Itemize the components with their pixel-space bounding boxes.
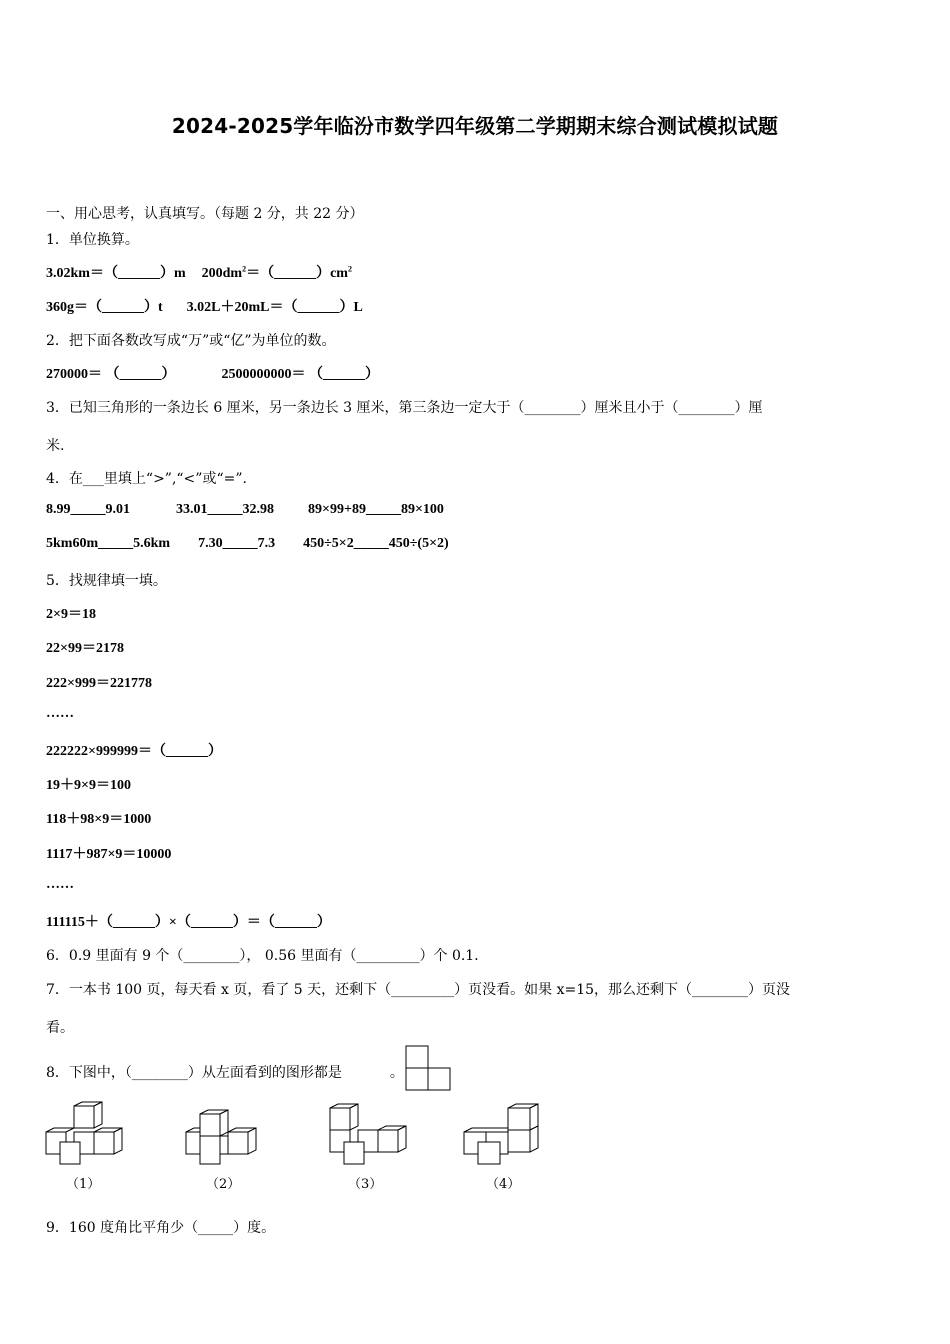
q5-line: 22×99＝2178 (46, 641, 124, 656)
figure-caption: （4） (486, 1177, 521, 1192)
q4-item: 89×99+89_____89×100 (308, 502, 444, 517)
q1-row1 (46, 262, 910, 282)
cube-figure-1 (42, 1100, 124, 1168)
q1-stem: 1．单位换算。 (46, 232, 139, 248)
q5-line: 222×999＝221778 (46, 676, 152, 691)
q4-stem: 4．在___里填上“>”,“<”或“=”. (46, 471, 247, 487)
q1-b1: 360g＝（______）t (46, 300, 163, 315)
section-heading: 一、用心思考，认真填写。（每题 2 分，共 22 分） (46, 206, 364, 222)
figure-caption: （2） (206, 1177, 241, 1192)
page-title: 2024-2025学年临汾市数学四年级第二学期期末综合测试模拟试题 (171, 114, 779, 138)
q5-line: …… (46, 877, 74, 892)
q8-stem: 8．下图中，（________）从左面看到的图形都是 。 (46, 1065, 404, 1081)
q9: 9．160 度角比平角少（_____）度。 (46, 1220, 276, 1236)
q1-b2: 3.02L＋20mL＝（______）L (186, 300, 363, 315)
q4-item: 450÷5×2_____450÷(5×2) (303, 536, 449, 551)
q4-row2 (46, 536, 910, 552)
cube-figure-2 (182, 1100, 264, 1168)
q2-row (46, 363, 910, 383)
q1-a1: 3.02km＝（______）m (46, 266, 186, 281)
q6: 6．0.9 里面有 9 个（________）， 0.56 里面有（_________）个 0.1． (46, 948, 489, 964)
q5-line: 19＋9×9＝100 (46, 778, 131, 793)
cube-figure-4 (460, 1100, 544, 1168)
cube-figure-3 (326, 1100, 408, 1168)
q7-line2: 看。 (46, 1020, 74, 1036)
q5-stem: 5．找规律填一填。 (46, 573, 167, 589)
q5-line: 222222×999999＝（______） (46, 744, 222, 759)
q4-item: 5km60m_____5.6km (46, 536, 171, 551)
q5-line: 1117＋987×9＝10000 (46, 847, 172, 862)
q5-line: 118＋98×9＝1000 (46, 812, 152, 827)
q4-item: 33.01_____32.98 (176, 502, 274, 517)
q5-line: …… (46, 706, 74, 721)
q1-a2: $200dm^2=(\_\_\_\_\_\_)cm^2$ (201, 264, 352, 281)
left-view-shape (405, 1045, 453, 1093)
q4-row1 (46, 502, 910, 518)
figure-caption: （1） (66, 1177, 101, 1192)
q3-line1: 3．已知三角形的一条边长 6 厘米，另一条边长 3 厘米，第三条边一定大于（________）厘米且小于（________）厘 (46, 400, 763, 416)
q1-row2 (46, 296, 910, 316)
q7-line1: 7．一本书 100 页，每天看 x 页，看了 5 天，还剩下（_________）页没看。如果 x=15，那么还剩下（________）页没 (46, 982, 791, 998)
q3-line2: 米. (46, 438, 65, 454)
q2-b: 2500000000＝ （______） (221, 367, 379, 382)
q5-line: 111115＋（______）×（______）＝（______） (46, 915, 331, 930)
q4-item: 7.30_____7.3 (198, 536, 276, 551)
q4-item: 8.99_____9.01 (46, 502, 130, 517)
q5-line: 2×9＝18 (46, 607, 96, 622)
q2-a: 270000＝ （______） (46, 367, 176, 382)
figure-caption: （3） (348, 1177, 383, 1192)
q2-stem: 2．把下面各数改写成“万”或“亿”为单位的数。 (46, 333, 336, 349)
